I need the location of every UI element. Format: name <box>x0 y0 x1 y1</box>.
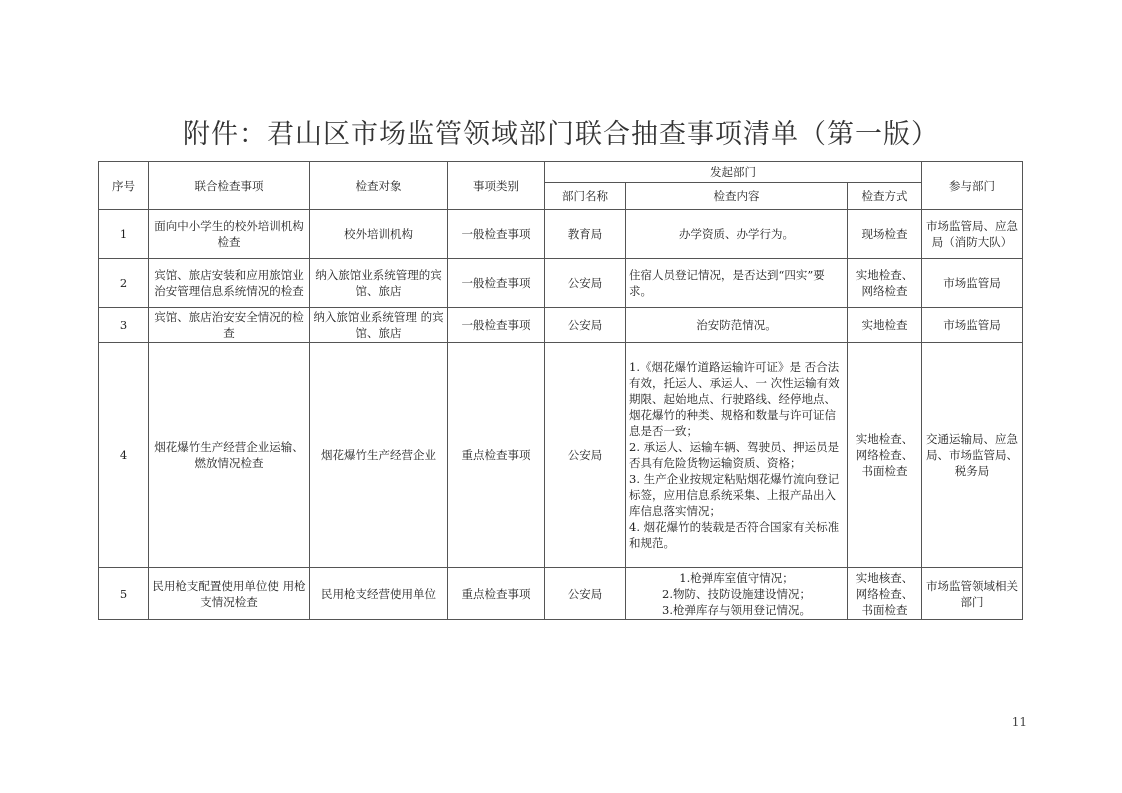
content-line: 住宿人员登记情况，是否达到“四实”要求。 <box>629 268 825 298</box>
cell-object: 烟花爆竹生产经营企业 <box>310 343 448 568</box>
cell-content <box>626 568 848 620</box>
header-participants: 参与部门 <box>922 162 1023 210</box>
header-seq: 序号 <box>99 162 149 210</box>
cell-item: 民用枪支配置使用单位使 用枪支情况检查 <box>149 568 310 620</box>
cell-seq: 5 <box>99 568 149 620</box>
cell-dept: 公安局 <box>545 343 626 568</box>
header-initiator: 发起部门 <box>545 162 922 183</box>
table-row <box>99 568 1023 620</box>
cell-seq: 2 <box>99 259 149 308</box>
cell-object: 校外培训机构 <box>310 210 448 259</box>
content-line: 办学资质、办学行为。 <box>679 227 794 241</box>
cell-dept: 教育局 <box>545 210 626 259</box>
content-line: 2.物防、技防设施建设情况； <box>662 586 811 601</box>
cell-category: 一般检查事项 <box>448 210 545 259</box>
cell-content <box>626 343 848 568</box>
content-line: 1.《烟花爆竹道路运输许可证》是 否合法有效，托运人、承运人、一 次性运输有效期限、起始地点、行驶路线、经停地点、烟花爆竹的种类、规格和数量与许可证信息是否一致； <box>629 360 840 438</box>
content-line: 4. 烟花爆竹的装载是否符合国家有关标准和规范。 <box>629 520 840 550</box>
content-line: 3.枪弹库存与领用登记情况。 <box>662 602 811 617</box>
page-number: 11 <box>1011 715 1027 729</box>
header-item: 联合检查事项 <box>149 162 310 210</box>
cell-object: 民用枪支经营使用单位 <box>310 568 448 620</box>
cell-seq: 3 <box>99 308 149 343</box>
cell-participants: 交通运输局、应急局、市场监管局、税务局 <box>922 343 1023 568</box>
cell-method: 现场检查 <box>848 210 922 259</box>
header-method: 检查方式 <box>848 183 922 210</box>
cell-item: 宾馆、旅店安装和应用旅馆业治安管理信息系统情况的检查 <box>149 259 310 308</box>
table-row <box>99 343 1023 568</box>
cell-item: 宾馆、旅店治安安全情况的检查 <box>149 308 310 343</box>
cell-method: 实地检查 <box>848 308 922 343</box>
cell-content <box>626 259 848 308</box>
inspection-table <box>98 161 1023 620</box>
cell-dept: 公安局 <box>545 568 626 620</box>
content-line: 1.枪弹库室值守情况； <box>679 570 794 585</box>
content-line: 3. 生产企业按规定粘贴烟花爆竹流向登记标签，应用信息系统采集、上报产品出入库信息落实情况； <box>629 472 840 518</box>
cell-dept: 公安局 <box>545 259 626 308</box>
header-category: 事项类别 <box>448 162 545 210</box>
cell-content <box>626 308 848 343</box>
cell-participants: 市场监管局 <box>922 308 1023 343</box>
table-row <box>99 259 1023 308</box>
cell-category: 重点检查事项 <box>448 343 545 568</box>
cell-content <box>626 210 848 259</box>
table-row <box>99 210 1023 259</box>
content-line: 治安防范情况。 <box>696 318 777 332</box>
page-title: 附件：君山区市场监管领域部门联合抽查事项清单（第一版） <box>183 119 939 150</box>
cell-category: 重点检查事项 <box>448 568 545 620</box>
cell-object: 纳入旅馆业系统管理的宾馆、旅店 <box>310 259 448 308</box>
cell-method: 实地检查、网络检查 <box>848 259 922 308</box>
header-object: 检查对象 <box>310 162 448 210</box>
cell-participants: 市场监管局、应急局（消防大队） <box>922 210 1023 259</box>
cell-item: 烟花爆竹生产经营企业运输、燃放情况检查 <box>149 343 310 568</box>
cell-seq: 1 <box>99 210 149 259</box>
header-content: 检查内容 <box>626 183 848 210</box>
header-dept-name: 部门名称 <box>545 183 626 210</box>
header-row-top <box>99 162 1023 183</box>
cell-dept: 公安局 <box>545 308 626 343</box>
cell-participants: 市场监管领域相关部门 <box>922 568 1023 620</box>
cell-object: 纳入旅馆业系统管理 的宾馆、旅店 <box>310 308 448 343</box>
cell-seq: 4 <box>99 343 149 568</box>
table-row <box>99 308 1023 343</box>
cell-method: 实地检查、网络检查、书面检查 <box>848 343 922 568</box>
cell-item: 面向中小学生的校外培训机构检查 <box>149 210 310 259</box>
cell-category: 一般检查事项 <box>448 308 545 343</box>
cell-method: 实地核查、网络检查、书面检查 <box>848 568 922 620</box>
content-line: 2. 承运人、运输车辆、驾驶员、押运员是否具有危险货物运输资质、资格； <box>629 440 840 470</box>
cell-participants: 市场监管局 <box>922 259 1023 308</box>
cell-category: 一般检查事项 <box>448 259 545 308</box>
